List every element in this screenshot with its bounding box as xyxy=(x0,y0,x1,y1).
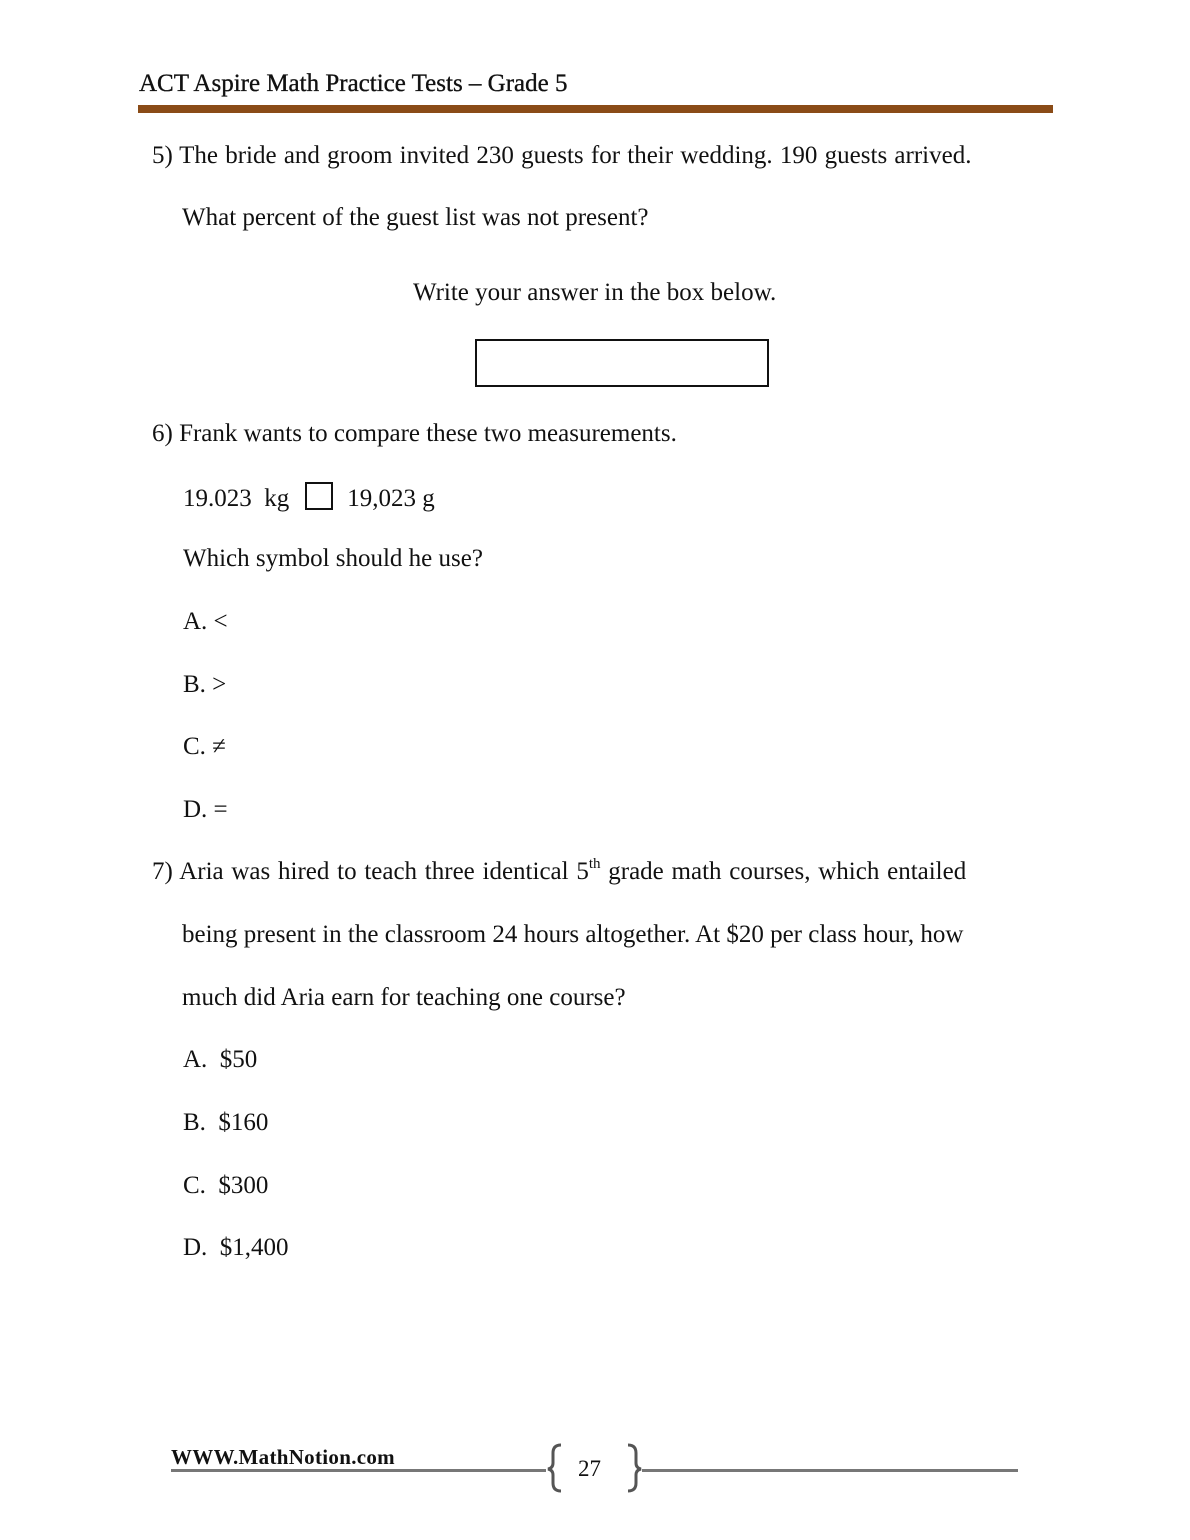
header-rule xyxy=(138,105,1053,113)
question-6-option-c[interactable]: C. ≠ xyxy=(183,733,226,760)
question-7-number: 7) xyxy=(152,858,173,885)
question-6-prompt: Which symbol should he use? xyxy=(183,545,483,572)
footer-rule-right xyxy=(642,1469,1018,1472)
question-5-line-2: What percent of the guest list was not present? xyxy=(182,204,649,231)
right-brace-icon xyxy=(624,1443,644,1493)
question-7-line-1-end: grade math courses, which entailed xyxy=(600,858,967,885)
measurement-comparison xyxy=(183,482,435,513)
question-7-option-c[interactable]: C. $300 xyxy=(183,1172,269,1199)
footer-website: WWW.MathNotion.com xyxy=(171,1445,395,1469)
question-6-option-d[interactable]: D. = xyxy=(183,796,228,823)
question-6 xyxy=(152,420,677,448)
comparison-symbol-box[interactable] xyxy=(305,482,333,510)
answer-box[interactable] xyxy=(475,339,769,387)
question-6-option-a[interactable]: A. < xyxy=(183,608,228,635)
question-6-number: 6) xyxy=(152,420,173,447)
footer-rule-left xyxy=(171,1469,546,1472)
question-7-option-d[interactable]: D. $1,400 xyxy=(183,1234,289,1261)
ordinal-suffix: th xyxy=(588,856,601,872)
question-5 xyxy=(152,142,971,170)
question-5-line-1: The bride and groom invited 230 guests for their wedding. 190 guests arrived. xyxy=(179,142,972,169)
left-brace-icon xyxy=(545,1443,565,1493)
question-7-line-2: being present in the classroom 24 hours altogether. At $20 per class hour, how xyxy=(182,921,964,948)
question-7-line-1-start: Aria was hired to teach three identical 5 xyxy=(179,858,589,885)
left-measurement: 19.023 kg xyxy=(183,485,290,512)
question-7 xyxy=(152,858,966,886)
question-5-instruction: Write your answer in the box below. xyxy=(413,279,777,306)
question-6-option-b[interactable]: B. > xyxy=(183,671,227,698)
page-number: 27 xyxy=(578,1456,601,1481)
right-measurement: 19,023 g xyxy=(347,485,435,512)
question-5-number: 5) xyxy=(152,142,173,169)
question-7-line-3: much did Aria earn for teaching one course? xyxy=(182,984,626,1011)
question-7-option-a[interactable]: A. $50 xyxy=(183,1046,258,1073)
page-header-title: ACT Aspire Math Practice Tests – Grade 5 xyxy=(139,70,568,97)
question-6-line-1: Frank wants to compare these two measurements. xyxy=(179,420,677,447)
question-7-option-b[interactable]: B. $160 xyxy=(183,1109,269,1136)
